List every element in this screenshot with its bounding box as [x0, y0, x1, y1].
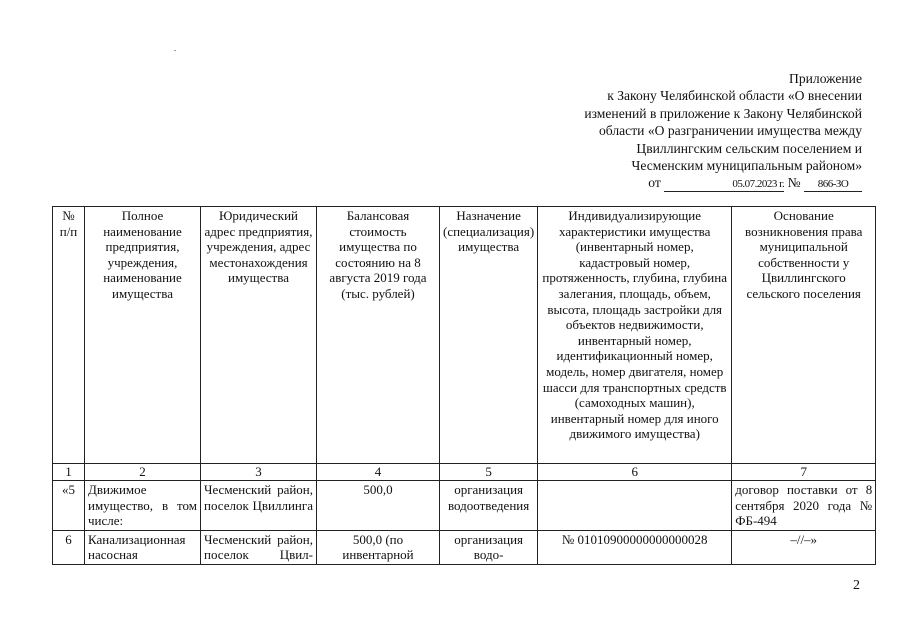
from-label: от [648, 175, 661, 191]
balance-value: 500,0 [317, 481, 440, 531]
scan-speck [174, 50, 176, 51]
appendix-line: области «О разграничении имущества между [598, 123, 862, 139]
column-number: 3 [201, 464, 317, 481]
appendix-line: к Закону Челябинской области «О внесении [607, 88, 862, 104]
row-number: «5 [53, 481, 85, 531]
property-address: Чесменский район, поселок Цвил- [201, 530, 317, 564]
page-number: 2 [853, 578, 860, 593]
row-number: 6 [53, 530, 85, 564]
appendix-line: Чесменским муниципальным районом» [631, 158, 862, 174]
law-date: 05.07.2023 г. [664, 178, 784, 192]
column-number: 2 [85, 464, 201, 481]
number-label: № [787, 175, 801, 191]
column-number: 4 [317, 464, 440, 481]
header-cell: Юридический адрес предприятия, учреждения, адрес местонахождения имущества [201, 207, 317, 464]
property-characteristics [538, 481, 732, 531]
column-number: 7 [732, 464, 876, 481]
law-date-row [442, 174, 862, 192]
table-row [53, 530, 876, 564]
balance-value: 500,0 (по инвентарной [317, 530, 440, 564]
table-header-row [53, 207, 876, 464]
header-cell: Полное наименование предприятия, учреждения, наименование имущества [85, 207, 201, 464]
property-purpose: организация водоотведения [440, 481, 538, 531]
property-name: Канализационная насосная [85, 530, 201, 564]
header-cell: Индивидуализирующие характеристики имущества (инвентарный номер, кадастровый номер, протяженность, глубина, глубина залегания, площадь, объем, высота, площадь застройки для объектов недвижимости, инвентарный номер, идентификационный номер, модель, номер двигателя, номер шасси для транспортных средств (самоходных машин), инвентарный номер для иного движимого имущества) [538, 207, 732, 464]
column-number: 6 [538, 464, 732, 481]
appendix-line: изменений в приложение к Закону Челябинской [584, 105, 862, 121]
column-number: 1 [53, 464, 85, 481]
table-row [53, 481, 876, 531]
header-cell: Назначение (специализация) имущества [440, 207, 538, 464]
property-name: Движимое имущество, в том числе: [85, 481, 201, 531]
property-purpose: организация водо- [440, 530, 538, 564]
appendix-header [442, 70, 862, 192]
ownership-basis: –//–» [732, 530, 876, 564]
appendix-line: Цвиллингским сельским поселением и [636, 140, 862, 156]
header-cell: Основание возникновения права муниципальной собственности у Цвиллингского сельского поселения [732, 207, 876, 464]
header-cell: № п/п [53, 207, 85, 464]
property-table [52, 206, 876, 565]
column-number-row [53, 464, 876, 481]
property-address: Чесменский район, поселок Цвиллинга [201, 481, 317, 531]
property-characteristics: № 01010900000000000028 [538, 530, 732, 564]
column-number: 5 [440, 464, 538, 481]
header-cell: Балансовая стоимость имущества по состоянию на 8 августа 2019 года (тыс. рублей) [317, 207, 440, 464]
ownership-basis: договор поставки от 8 сентября 2020 года № ФБ-494 [732, 481, 876, 531]
law-number: 866-ЗО [804, 178, 862, 192]
appendix-title: Приложение [789, 71, 862, 86]
